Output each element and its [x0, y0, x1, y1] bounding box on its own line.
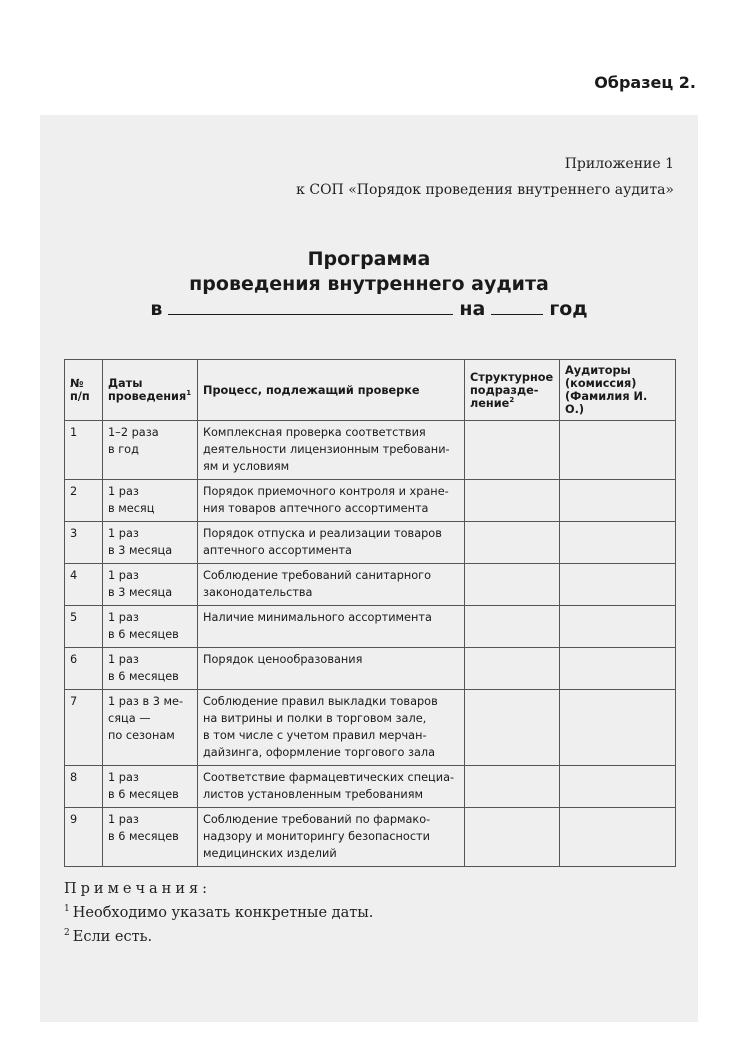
cell-auditors[interactable] — [560, 421, 676, 480]
table-row — [65, 690, 676, 766]
note-text: Если есть. — [72, 929, 153, 945]
year-blank-field[interactable] — [491, 297, 543, 315]
cell-process: Соблюдение требований по фармако- надзору и мониторингу безопасности медицинских изделий — [198, 808, 465, 867]
cell-process: Наличие минимального ассортимента — [198, 606, 465, 648]
header-dates: Даты проведения$^1$ — [103, 360, 198, 421]
note-item — [64, 929, 373, 945]
cell-process: Соблюдение правил выкладки товаров на витрины и полки в торговом зале, в том числе с учетом правил мерчан- дайзинга, оформление торгового зала — [198, 690, 465, 766]
cell-num: 7 — [65, 690, 103, 766]
notes-section — [64, 881, 373, 953]
table-row — [65, 808, 676, 867]
cell-process: Порядок ценообразования — [198, 648, 465, 690]
cell-unit[interactable] — [465, 808, 560, 867]
cell-dates: 1 раз в 3 ме- сяца — по сезонам — [103, 690, 198, 766]
notes-title: Примечания: — [64, 881, 212, 897]
cell-process: Соблюдение требований санитарного законодательства — [198, 564, 465, 606]
cell-unit[interactable] — [465, 648, 560, 690]
cell-dates: 1–2 раза в год — [103, 421, 198, 480]
cell-process: Порядок отпуска и реализации товаров аптечного ассортимента — [198, 522, 465, 564]
cell-num: 8 — [65, 766, 103, 808]
note-marker: 2 — [64, 928, 70, 939]
sample-label: Образец 2. — [594, 73, 696, 92]
cell-unit[interactable] — [465, 480, 560, 522]
table-row — [65, 480, 676, 522]
appendix-reference — [296, 151, 674, 203]
cell-unit[interactable] — [465, 564, 560, 606]
table-row — [65, 564, 676, 606]
table-row — [65, 766, 676, 808]
cell-auditors[interactable] — [560, 522, 676, 564]
cell-num: 5 — [65, 606, 103, 648]
cell-num: 2 — [65, 480, 103, 522]
cell-num: 1 — [65, 421, 103, 480]
table-row — [65, 522, 676, 564]
cell-num: 3 — [65, 522, 103, 564]
cell-unit[interactable] — [465, 690, 560, 766]
table-row — [65, 606, 676, 648]
cell-unit[interactable] — [465, 606, 560, 648]
title-line-2: проведения внутреннего аудита — [189, 273, 549, 295]
cell-num: 6 — [65, 648, 103, 690]
title-line-1: Программа — [307, 248, 431, 270]
cell-dates: 1 раз в 3 месяца — [103, 522, 198, 564]
document-title — [40, 247, 698, 322]
cell-dates: 1 раз в 6 месяцев — [103, 606, 198, 648]
cell-dates: 1 раз в 6 месяцев — [103, 648, 198, 690]
appendix-line-2: к СОП «Порядок проведения внутреннего аудита» — [296, 182, 674, 198]
title-prefix: в — [150, 298, 163, 320]
header-auditors: Аудиторы (комиссия) (Фамилия И. О.) — [560, 360, 676, 421]
cell-num: 9 — [65, 808, 103, 867]
cell-auditors[interactable] — [560, 564, 676, 606]
note-item — [64, 905, 373, 921]
cell-dates: 1 раз в месяц — [103, 480, 198, 522]
cell-process: Соответствие фармацевтических специа- листов установленным требованиям — [198, 766, 465, 808]
cell-num: 4 — [65, 564, 103, 606]
note-text: Необходимо указать конкретные даты. — [72, 905, 374, 921]
cell-auditors[interactable] — [560, 808, 676, 867]
title-suffix: год — [549, 298, 588, 320]
table-row — [65, 648, 676, 690]
cell-dates: 1 раз в 6 месяцев — [103, 808, 198, 867]
cell-unit[interactable] — [465, 766, 560, 808]
footnote-marker: 2 — [509, 395, 515, 404]
cell-dates: 1 раз в 6 месяцев — [103, 766, 198, 808]
cell-process: Порядок приемочного контроля и хране- ния товаров аптечного ассортимента — [198, 480, 465, 522]
document-sheet — [40, 115, 698, 1022]
appendix-line-1: Приложение 1 — [564, 156, 674, 172]
title-line-3 — [40, 297, 698, 322]
cell-process: Комплексная проверка соответствия деятельности лицензионным требовани- ям и условиям — [198, 421, 465, 480]
organization-blank-field[interactable] — [168, 297, 453, 315]
cell-auditors[interactable] — [560, 648, 676, 690]
cell-auditors[interactable] — [560, 606, 676, 648]
cell-auditors[interactable] — [560, 766, 676, 808]
title-middle: на — [459, 298, 486, 320]
cell-auditors[interactable] — [560, 690, 676, 766]
header-process: Процесс, подлежащий проверке — [198, 360, 465, 421]
table-row — [65, 421, 676, 480]
cell-unit[interactable] — [465, 421, 560, 480]
header-unit: Структурное подразде-ление$^2$ — [465, 360, 560, 421]
header-num: № п/п — [65, 360, 103, 421]
note-marker: 1 — [64, 904, 70, 915]
cell-unit[interactable] — [465, 522, 560, 564]
table-header-row — [65, 360, 676, 421]
audit-program-table — [64, 359, 676, 867]
cell-dates: 1 раз в 3 месяца — [103, 564, 198, 606]
footnote-marker: 1 — [186, 389, 192, 398]
cell-auditors[interactable] — [560, 480, 676, 522]
